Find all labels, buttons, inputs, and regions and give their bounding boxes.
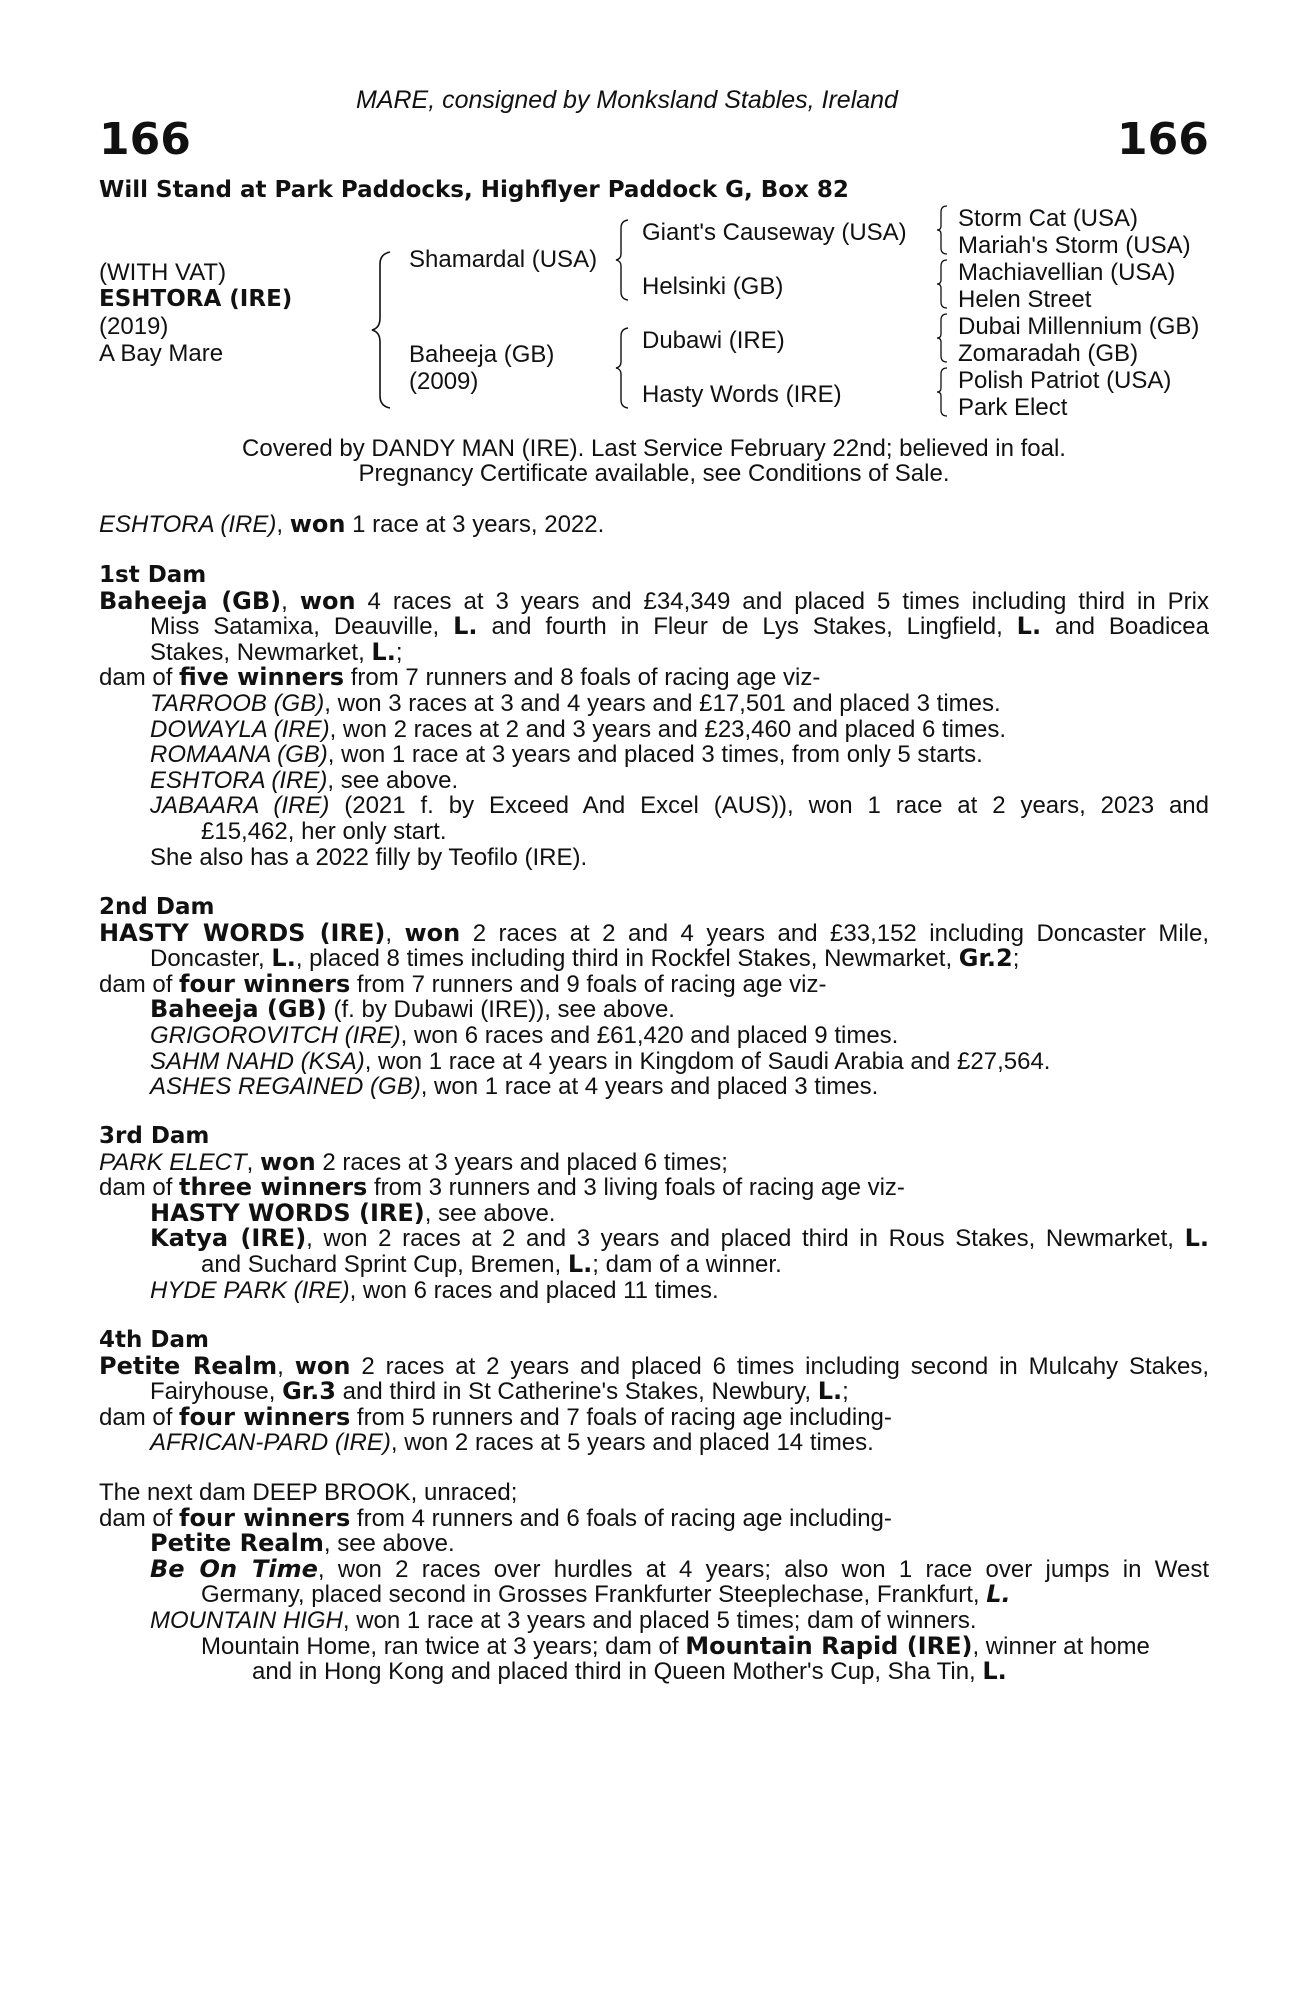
first-dam-progeny-3 [99, 742, 1209, 768]
dam-of-rest: from 7 runners and 9 foals of racing age viz- [350, 970, 827, 998]
lot-number-left: 166 [99, 114, 191, 165]
dam-of-rest: from 7 runners and 8 foals of racing age viz- [344, 664, 821, 692]
winners-count: four winners [179, 1402, 351, 1431]
progeny-name: HASTY WORDS (IRE) [150, 1198, 425, 1227]
pedigree-gen3-7: Polish Patriot (USA) [958, 367, 1172, 394]
first-dam-line-2 [99, 614, 1209, 640]
progeny-record-cont: ; dam of a winner. [592, 1250, 782, 1278]
progeny-record: , see above. [424, 1199, 556, 1227]
horse-description: A Bay Mare [99, 340, 224, 367]
first-dam-progeny-2 [99, 717, 1209, 743]
progeny-record: , won 2 races at 2 and 3 years and £23,460 and placed 6 times. [329, 715, 1007, 743]
second-dam-won: won [404, 918, 461, 947]
second-dam-line-1: HASTY WORDS (IRE), won 2 races at 2 and 4 years and £33,152 including Doncaster Mile, [99, 918, 1209, 947]
second-dam-l2b: , placed 8 times including third in Rockfel Stakes, Newmarket, [295, 945, 959, 973]
progeny-name: GRIGOROVITCH (IRE) [150, 1021, 401, 1049]
second-dam-section [99, 895, 1209, 1100]
dam-of-label: dam of [99, 1403, 180, 1431]
progeny-name: DOWAYLA (IRE) [150, 715, 330, 743]
third-dam-line-1: PARK ELECT, won 2 races at 3 years and placed 6 times; [99, 1147, 728, 1176]
third-dam-progeny-2-cont [99, 1249, 1209, 1278]
pedigree-brace-dam [614, 326, 630, 410]
second-dam-progeny-4 [99, 1074, 1209, 1100]
pedigree-gen3-3: Machiavellian (USA) [958, 259, 1176, 286]
first-dam-line-1: Baheeja (GB), won 4 races at 3 years and £34,349 and placed 5 times including third in Prix [99, 586, 1209, 615]
next-dam-dam-of [99, 1503, 1209, 1532]
first-dam-won: won [299, 586, 356, 615]
first-dam-progeny-5-cont: £15,462, her only start. [201, 817, 447, 845]
progeny-record: , see above. [323, 1530, 455, 1558]
pedigree-brace-sire [614, 218, 630, 302]
next-dam-section [99, 1480, 1209, 1685]
fourth-dam-dam-of [99, 1402, 1209, 1431]
progeny-record: , won 6 races and £61,420 and placed 9 times. [400, 1021, 899, 1049]
progeny-name: SAHM NAHD (KSA) [150, 1047, 365, 1075]
winners-count: three winners [179, 1173, 368, 1202]
listed-mark: L. [982, 1657, 1007, 1686]
pedigree-gen3-1: Storm Cat (USA) [958, 205, 1139, 232]
first-dam-l3b: ; [395, 638, 403, 666]
pedigree-dam-year: (2009) [409, 368, 479, 395]
progeny-record: , won 2 races at 5 years and placed 14 times. [390, 1429, 874, 1457]
horse-name: ESHTORA (IRE) [99, 286, 293, 312]
progeny-record: , won 2 races over hurdles at 4 years; also won 1 race over jumps in West [317, 1555, 1210, 1583]
lot-number-right: 166 [1117, 114, 1209, 165]
fourth-dam-l1: 2 races at 2 years and placed 6 times including second in Mulcahy Stakes, [350, 1352, 1209, 1380]
first-dam-l1: 4 races at 3 years and £34,349 and placed 5 times including third in Prix [355, 587, 1209, 615]
progeny-record: (f. by Dubawi (IRE)), see above. [326, 996, 675, 1024]
first-dam-line-3 [99, 637, 1209, 666]
pedigree-gen3-8: Park Elect [958, 394, 1068, 421]
progeny-name: ESHTORA (IRE) [150, 766, 328, 794]
next-dam-line-1: The next dam DEEP BROOK, unraced; [99, 1479, 518, 1506]
first-dam-progeny-1 [99, 691, 1209, 717]
winners-count: five winners [179, 663, 345, 692]
third-dam-progeny-2 [99, 1226, 1209, 1252]
pedigree-gen3-4: Helen Street [958, 286, 1092, 313]
next-dam-progeny-3 [99, 1608, 1209, 1634]
fourth-dam-won: won [294, 1351, 351, 1380]
intro-won: won [289, 510, 346, 538]
progeny-name: AFRICAN-PARD (IRE) [150, 1429, 391, 1457]
fourth-dam-name: Petite Realm [99, 1351, 278, 1380]
progeny-name: Baheeja (GB) [150, 995, 327, 1024]
third-dam-progeny-3 [99, 1278, 1209, 1304]
group-mark: Gr.2 [958, 944, 1013, 973]
pedigree-gen3-5: Dubai Millennium (GB) [958, 313, 1200, 340]
third-dam-name: PARK ELECT [99, 1148, 247, 1176]
first-dam-progeny-4 [99, 768, 1209, 794]
progeny-record: , see above. [327, 766, 459, 794]
progeny-record-cont: and Suchard Sprint Cup, Bremen, [201, 1250, 568, 1278]
dam-of-label: dam of [99, 1504, 180, 1532]
vat-note: (WITH VAT) [99, 259, 227, 286]
fourth-dam-l2b: and third in St Catherine's Stakes, Newbury, [336, 1378, 818, 1406]
dam-of-label: dam of [99, 1174, 180, 1202]
pedigree-brace-g3-4 [935, 366, 949, 418]
fourth-dam-line-1: Petite Realm, won 2 races at 2 years and placed 6 times including second in Mulcahy Stakes, [99, 1351, 1209, 1380]
second-dam-l2c: ; [1012, 945, 1020, 973]
second-dam-line-2 [99, 946, 1209, 972]
dam-of-label: dam of [99, 664, 180, 692]
progeny-record: , won 1 race at 3 years and placed 3 times, from only 5 starts. [327, 741, 983, 769]
second-dam-l2a: Doncaster, [150, 945, 272, 973]
third-dam-won: won [259, 1147, 316, 1176]
fourth-dam-line-2 [99, 1379, 1209, 1405]
third-dam-section [99, 1124, 1209, 1303]
progeny-name: Be On Time [150, 1554, 318, 1583]
second-dam-progeny-2 [99, 1023, 1209, 1049]
first-dam-progeny-6: She also has a 2022 filly by Teofilo (IRE). [150, 843, 588, 871]
dam-of-rest: from 3 runners and 3 living foals of racing age viz- [367, 1174, 905, 1202]
second-dam-heading: 2nd Dam [99, 894, 215, 920]
progeny-record-cont: and in Hong Kong and placed third in Queen Mother's Cup, Sha Tin, [252, 1658, 983, 1686]
progeny-record-cont: Germany, placed second in Grosses Frankfurter Steeplechase, Frankfurt, [201, 1581, 987, 1609]
intro-horse-name: ESHTORA (IRE) [99, 511, 277, 538]
listed-mark: L. [817, 1377, 843, 1406]
listed-mark: L. [1184, 1224, 1210, 1253]
third-dam-dam-of [99, 1175, 1209, 1201]
listed-mark: L. [1016, 612, 1042, 641]
dam-of-rest: from 4 runners and 6 foals of racing age including- [350, 1504, 892, 1532]
pedigree-brace-main [370, 250, 394, 410]
second-dam-progeny-1 [99, 997, 1209, 1023]
second-dam-name: HASTY WORDS (IRE) [99, 918, 386, 947]
next-dam-progeny-4 [99, 1631, 1209, 1660]
first-dam-l2c: and Boadicea [1041, 613, 1209, 641]
intro-rest: 1 race at 3 years, 2022. [345, 511, 605, 538]
third-dam-progeny-1 [99, 1198, 1209, 1227]
progeny-record: (2021 f. by Exceed And Excel (AUS)), won 1 race at 2 years, 2023 and [329, 792, 1209, 820]
second-dam-dam-of [99, 969, 1209, 998]
third-dam-heading: 3rd Dam [99, 1123, 210, 1149]
pedigree-dam: Baheeja (GB) [409, 341, 555, 368]
listed-mark: L. [453, 612, 478, 641]
dam-of-label: dam of [99, 970, 180, 998]
progeny-name: Katya (IRE) [150, 1224, 307, 1253]
first-dam-section [99, 563, 1209, 870]
first-dam-dam-of [99, 665, 1209, 691]
fourth-dam-section [99, 1328, 1209, 1456]
progeny-record: , won 1 race at 4 years in Kingdom of Saudi Arabia and £27,564. [364, 1047, 1051, 1075]
horse-year: (2019) [99, 313, 169, 340]
progeny-record: , winner at home [972, 1632, 1150, 1660]
covered-line-2: Pregnancy Certificate available, see Conditions of Sale. [358, 460, 950, 487]
progeny-record: , won 2 races at 2 and 3 years and placed third in Rous Stakes, Newmarket, [306, 1225, 1185, 1253]
pedigree-gen2-2: Helsinki (GB) [642, 273, 784, 300]
progeny-record: , won 6 races and placed 11 times. [349, 1276, 719, 1304]
next-dam-progeny-2 [99, 1554, 1210, 1583]
dam-of-rest: from 5 runners and 7 foals of racing age including- [350, 1403, 892, 1431]
covered-line-1: Covered by DANDY MAN (IRE). Last Service February 22nd; believed in foal. [242, 435, 1066, 462]
progeny-record: , won 1 race at 3 years and placed 5 times; dam of winners. [342, 1606, 977, 1634]
progeny-name: Mountain Rapid (IRE) [685, 1631, 973, 1660]
next-dam-progeny-1 [99, 1531, 1209, 1557]
third-dam-l1: 2 races at 3 years and placed 6 times; [315, 1148, 728, 1176]
pedigree-gen2-4: Hasty Words (IRE) [642, 381, 842, 408]
pedigree-sire: Shamardal (USA) [409, 246, 598, 273]
pedigree-gen3-6: Zomaradah (GB) [958, 340, 1139, 367]
pedigree-brace-g3-1 [935, 204, 949, 256]
progeny-name: JABAARA (IRE) [150, 792, 330, 820]
pedigree-brace-g3-2 [935, 258, 949, 310]
fourth-dam-progeny-1 [99, 1430, 1209, 1456]
first-dam-l3a: Stakes, Newmarket, [150, 638, 372, 666]
progeny-record: Mountain Home, ran twice at 3 years; dam of [201, 1632, 686, 1660]
fourth-dam-heading: 4th Dam [99, 1327, 209, 1353]
winners-count: four winners [179, 969, 351, 998]
progeny-record: , won 1 race at 4 years and placed 3 times. [420, 1073, 879, 1101]
group-mark: Gr.3 [282, 1377, 336, 1406]
stand-location: Will Stand at Park Paddocks, Highflyer Paddock G, Box 82 [99, 177, 849, 203]
first-dam-l2b: and fourth in Fleur de Lys Stakes, Lingfield, [477, 613, 1017, 641]
listed-mark: L. [567, 1249, 593, 1278]
consignment-line: MARE, consigned by Monksland Stables, Ireland [356, 86, 898, 114]
progeny-record: , won 3 races at 3 and 4 years and £17,501 and placed 3 times. [324, 689, 1001, 717]
next-dam-progeny-4-cont [99, 1659, 1209, 1685]
pedigree-gen3-2: Mariah's Storm (USA) [958, 232, 1191, 259]
progeny-name: ASHES REGAINED (GB) [150, 1073, 421, 1101]
first-dam-name: Baheeja (GB) [99, 586, 282, 615]
first-dam-progeny-5 [99, 793, 1209, 819]
second-dam-progeny-3 [99, 1049, 1209, 1075]
progeny-name: HYDE PARK (IRE) [150, 1276, 350, 1304]
pedigree-gen2-1: Giant's Causeway (USA) [642, 219, 907, 246]
next-dam-progeny-2-cont [99, 1582, 1209, 1608]
progeny-name: Petite Realm [150, 1529, 324, 1558]
pedigree-gen2-3: Dubawi (IRE) [642, 327, 785, 354]
progeny-name: MOUNTAIN HIGH [150, 1606, 343, 1634]
first-dam-heading: 1st Dam [99, 562, 207, 588]
first-dam-l2a: Miss Satamixa, Deauville, [150, 613, 454, 641]
intro-line: ESHTORA (IRE), won 1 race at 3 years, 2022. [99, 510, 605, 538]
progeny-name: ROMAANA (GB) [150, 741, 328, 769]
fourth-dam-l2a: Fairyhouse, [150, 1378, 283, 1406]
fourth-dam-l2c: ; [842, 1378, 849, 1406]
listed-mark: L. [271, 944, 296, 973]
winners-count: four winners [179, 1503, 351, 1532]
listed-mark: L. [986, 1580, 1011, 1609]
pedigree-brace-g3-3 [935, 312, 949, 364]
listed-mark: L. [371, 637, 396, 666]
second-dam-l1: 2 races at 2 and 4 years and £33,152 including Doncaster Mile, [460, 919, 1209, 947]
progeny-name: TARROOB (GB) [150, 689, 325, 717]
